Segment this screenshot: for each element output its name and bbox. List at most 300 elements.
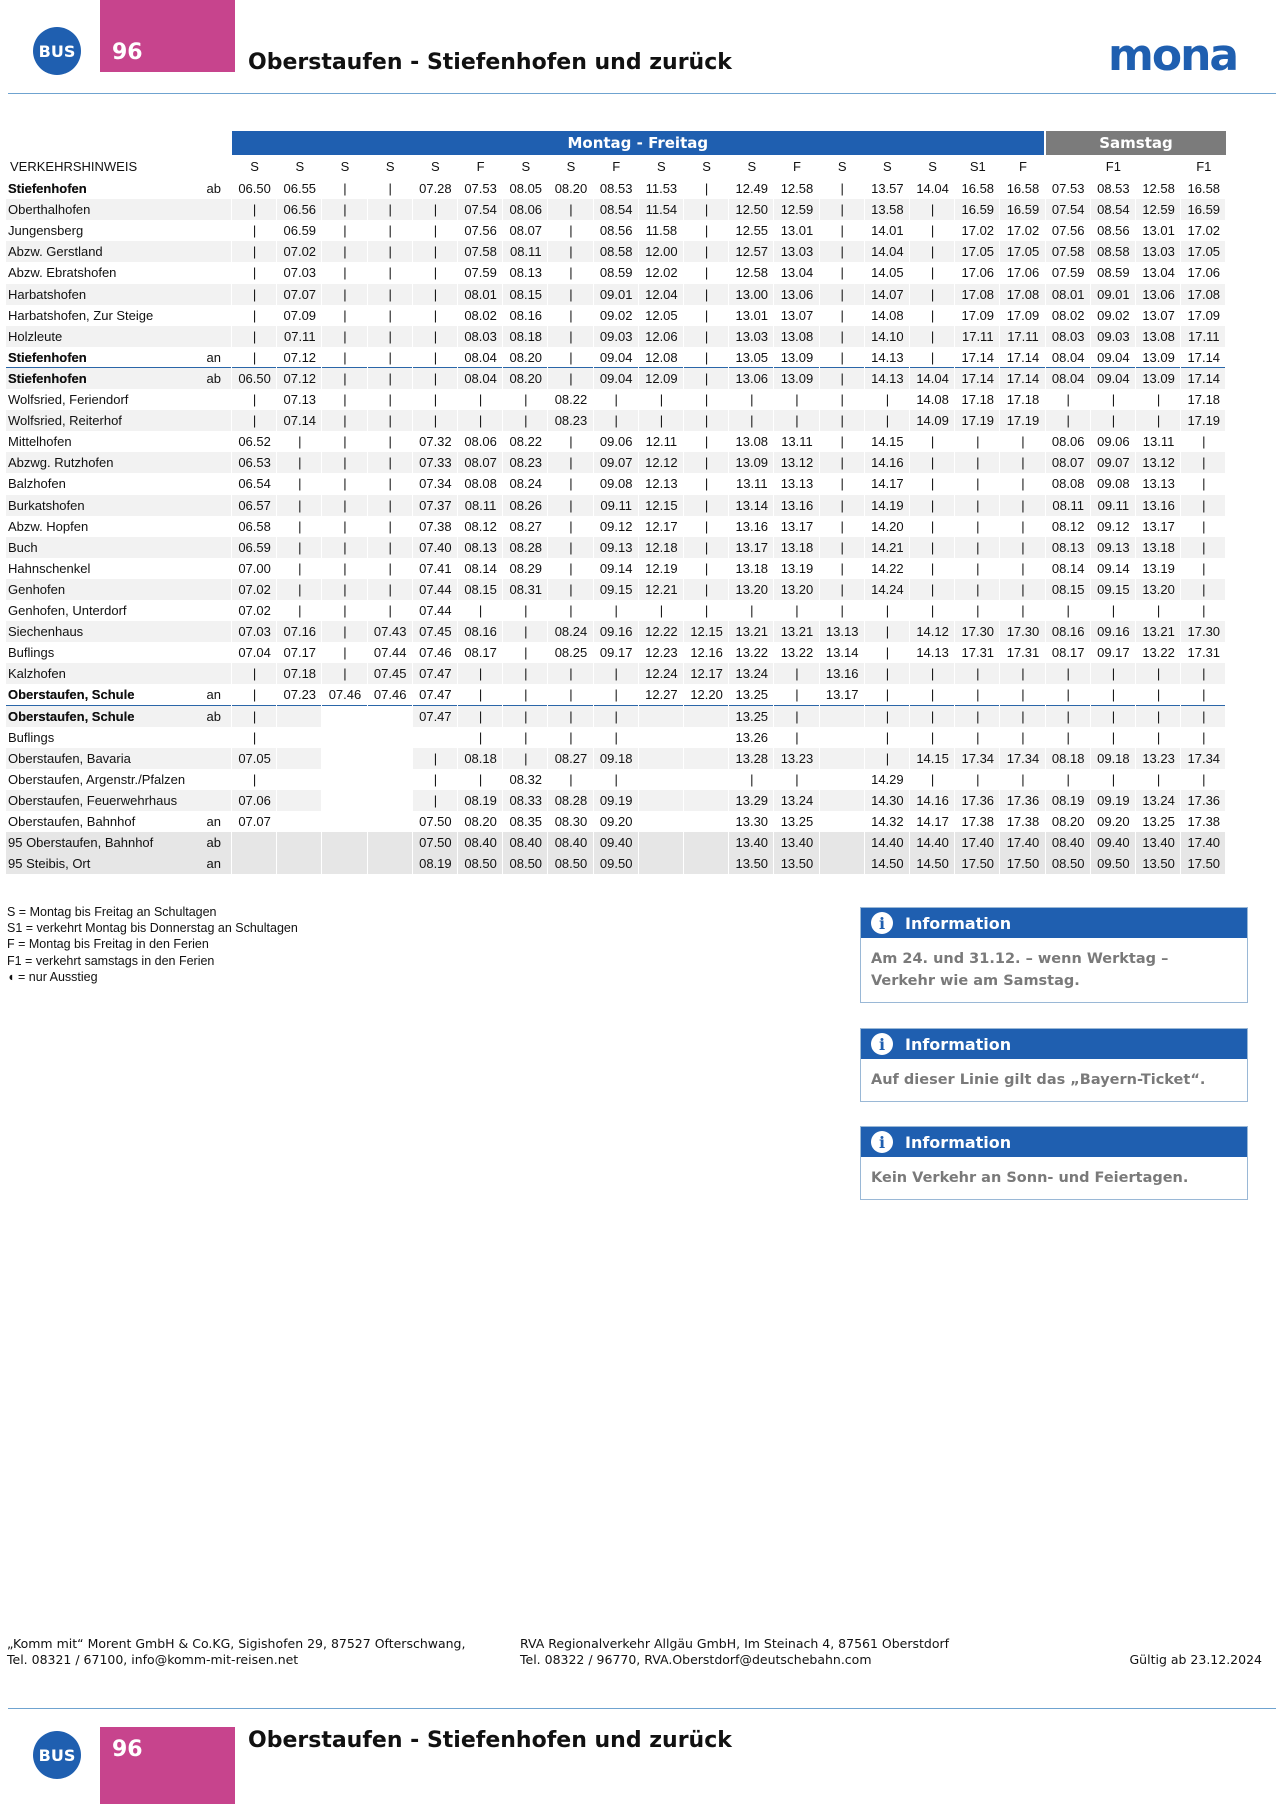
departure-time: 14.04 xyxy=(871,244,904,260)
departure-time: 13.18 xyxy=(1142,539,1175,555)
departure-time: 13.05 xyxy=(735,349,769,365)
stop-name: Abzw. Gerstland xyxy=(8,244,103,260)
pass-through-marker: | xyxy=(569,560,573,576)
departure-time: 07.07 xyxy=(283,286,317,302)
departure-time: 13.21 xyxy=(1142,624,1175,640)
departure-time: 13.57 xyxy=(871,181,904,196)
departure-time: 13.13 xyxy=(780,476,814,492)
departure-time: 08.56 xyxy=(599,223,633,239)
legend xyxy=(7,904,298,985)
pass-through-marker: | xyxy=(614,771,618,787)
departure-time: 08.05 xyxy=(509,181,543,196)
column-separator xyxy=(547,178,548,874)
pass-through-marker: | xyxy=(1111,392,1116,407)
pass-through-marker: | xyxy=(388,603,392,618)
pass-through-marker: | xyxy=(1111,687,1116,703)
info-text: Am 24. und 31.12. – wenn Werktag – Verkehr wie am Samstag. xyxy=(871,951,1169,989)
departure-time: 13.12 xyxy=(780,455,814,471)
service-hint: S xyxy=(295,159,305,174)
departure-time: 14.32 xyxy=(871,814,904,829)
service-hint: S xyxy=(928,159,937,174)
pass-through-marker: | xyxy=(343,581,347,597)
departure-time xyxy=(684,706,729,727)
pass-through-marker: | xyxy=(1202,666,1206,682)
pass-through-marker: | xyxy=(343,413,347,429)
stop-name: Abzw. Hopfen xyxy=(8,518,89,534)
departure-time: 09.16 xyxy=(599,624,633,640)
departure-time xyxy=(639,832,684,853)
pass-through-marker: | xyxy=(569,539,573,555)
pass-through-marker: | xyxy=(840,370,844,386)
departure-time: 08.16 xyxy=(509,307,543,323)
departure-time: 09.01 xyxy=(599,286,633,302)
pass-through-marker: | xyxy=(478,687,483,703)
departure-time: 09.04 xyxy=(1097,349,1130,365)
footer-address: RVA Regionalverkehr Allgäu GmbH, Im Steinach 4, 87561 Oberstdorf xyxy=(520,1636,950,1651)
pass-through-marker: | xyxy=(930,307,935,323)
pass-through-marker: | xyxy=(298,560,302,576)
pass-through-marker: | xyxy=(569,729,573,745)
departure-time xyxy=(684,748,729,769)
stop-name: Oberstaufen, Argenstr./Pfalzen xyxy=(8,771,186,787)
info-box-sunday xyxy=(860,1126,1248,1200)
service-hint: S1 xyxy=(969,159,986,174)
pass-through-marker: | xyxy=(343,223,347,239)
departure-time: 09.04 xyxy=(599,370,633,386)
departure-time: 06.58 xyxy=(238,518,271,534)
pass-through-marker: | xyxy=(1202,581,1206,597)
departure-time: 07.46 xyxy=(328,687,362,703)
pass-through-marker: | xyxy=(704,497,709,513)
pass-through-marker: | xyxy=(1156,603,1161,618)
pass-through-marker: | xyxy=(433,370,438,386)
departure-time: 12.00 xyxy=(645,244,678,260)
column-separator xyxy=(819,178,820,874)
departure-time: 08.53 xyxy=(599,181,633,196)
departure-time: 07.32 xyxy=(419,434,452,450)
departure-time xyxy=(368,748,413,769)
departure-time: 17.05 xyxy=(961,244,995,260)
brand-wordmark: mona xyxy=(1108,36,1238,76)
legend-item: S1 = verkehrt Montag bis Donnerstag an Schultagen xyxy=(7,921,298,936)
departure-time: 17.31 xyxy=(1006,645,1040,661)
pass-through-marker: | xyxy=(704,560,709,576)
departure-time: 08.04 xyxy=(1051,349,1085,365)
departure-time: 17.31 xyxy=(961,645,995,661)
service-hint: S xyxy=(340,159,350,174)
departure-time: 07.16 xyxy=(283,624,317,640)
pass-through-marker: | xyxy=(930,497,935,513)
departure-time: 08.01 xyxy=(464,286,497,302)
pass-through-marker: | xyxy=(1202,518,1206,534)
pass-through-marker: | xyxy=(885,687,890,703)
departure-time: 14.21 xyxy=(871,539,904,555)
departure-time: 08.04 xyxy=(464,349,497,365)
pass-through-marker: | xyxy=(614,708,618,724)
pass-through-marker: | xyxy=(1156,392,1161,407)
departure-time xyxy=(820,727,865,748)
service-hint: F xyxy=(1019,159,1027,174)
departure-time: 17.14 xyxy=(961,370,995,386)
departure-time xyxy=(322,832,367,853)
service-hint: S xyxy=(385,159,395,174)
departure-time: 08.20 xyxy=(1051,814,1085,829)
departure-time: 07.05 xyxy=(238,750,271,766)
pass-through-marker: | xyxy=(433,307,438,323)
departure-time: 17.30 xyxy=(1187,624,1221,640)
pass-through-marker: | xyxy=(704,603,709,618)
pass-through-marker: | xyxy=(388,518,392,534)
departure-time: 13.11 xyxy=(735,476,768,492)
pass-through-marker: | xyxy=(930,687,935,703)
pass-through-marker: | xyxy=(1111,413,1116,429)
departure-time: 13.08 xyxy=(780,328,814,344)
departure-time xyxy=(368,727,413,748)
pass-through-marker: | xyxy=(433,223,438,239)
info-title: Information xyxy=(905,1034,1012,1054)
line-number-box: 96 xyxy=(100,0,235,72)
pass-through-marker: | xyxy=(252,771,257,787)
pass-through-marker: | xyxy=(1202,455,1206,471)
departure-time: 16.58 xyxy=(1006,181,1040,196)
departure-time: 12.04 xyxy=(645,286,678,302)
departure-time: 17.30 xyxy=(961,624,995,640)
departure-time: 14.24 xyxy=(871,581,904,597)
departure-time: 09.13 xyxy=(599,539,633,555)
stop-name: Harbatshofen xyxy=(8,286,87,302)
departure-time: 14.40 xyxy=(871,835,904,851)
departure-time: 13.14 xyxy=(825,645,859,661)
departure-time: 17.14 xyxy=(1187,349,1221,365)
departure-time: 13.50 xyxy=(780,856,814,872)
pass-through-marker: | xyxy=(976,581,980,597)
pass-through-marker: | xyxy=(569,497,573,513)
pass-through-marker: | xyxy=(1066,392,1070,407)
departure-time: 08.23 xyxy=(554,413,588,429)
departure-time: 08.32 xyxy=(509,771,543,787)
departure-time: 06.54 xyxy=(238,476,271,492)
pass-through-marker: | xyxy=(1111,603,1116,618)
departure-time: 13.09 xyxy=(780,349,814,365)
departure-time: 07.59 xyxy=(1051,265,1085,281)
departure-time: 06.53 xyxy=(238,455,271,471)
departure-time: 08.31 xyxy=(509,581,543,597)
pass-through-marker: | xyxy=(795,729,799,745)
pass-through-marker: | xyxy=(1066,729,1070,745)
pass-through-marker: | xyxy=(433,771,438,787)
departure-time: 08.19 xyxy=(419,856,452,872)
pass-through-marker: | xyxy=(976,518,980,534)
pass-through-marker: | xyxy=(885,645,890,661)
pass-through-marker: | xyxy=(1156,687,1161,703)
pass-through-marker: | xyxy=(840,392,844,407)
pass-through-marker: | xyxy=(298,603,302,618)
pass-through-marker: | xyxy=(388,307,392,323)
column-separator xyxy=(321,178,322,874)
stop-name: Oberstaufen, Feuerwehrhaus xyxy=(8,792,178,808)
departure-time: 08.08 xyxy=(1051,476,1085,492)
departure-time: 08.28 xyxy=(509,539,543,555)
departure-time xyxy=(413,727,458,748)
pass-through-marker: | xyxy=(840,328,844,344)
departure-time: 07.38 xyxy=(419,518,452,534)
departure-time: 09.19 xyxy=(1097,792,1130,808)
departure-time xyxy=(639,790,684,811)
info-title: Information xyxy=(905,913,1012,933)
departure-time: 08.13 xyxy=(1051,539,1085,555)
departure-time: 07.53 xyxy=(464,181,497,196)
footer-rule xyxy=(8,1708,1276,1709)
departure-time: 08.20 xyxy=(509,349,543,365)
departure-time: 12.21 xyxy=(645,581,678,597)
pass-through-marker: | xyxy=(704,328,709,344)
departure-time: 08.18 xyxy=(1051,750,1085,766)
departure-time: 12.55 xyxy=(735,223,769,239)
pass-through-marker: | xyxy=(298,434,302,450)
pass-through-marker: | xyxy=(388,244,392,260)
pass-through-marker: | xyxy=(569,223,573,239)
pass-through-marker: | xyxy=(840,497,844,513)
service-hint: S xyxy=(431,159,440,174)
departure-time xyxy=(820,811,865,832)
departure-time: 13.09 xyxy=(1142,370,1175,386)
column-separator xyxy=(1225,178,1226,874)
arrival-departure-marker xyxy=(191,452,221,473)
departure-time: 08.17 xyxy=(1051,645,1085,661)
arrival-departure-marker xyxy=(191,579,221,600)
departure-time: 07.47 xyxy=(419,687,452,703)
departure-time: 06.50 xyxy=(238,370,271,386)
departure-time: 08.14 xyxy=(1051,560,1085,576)
departure-time: 09.50 xyxy=(599,856,633,872)
pass-through-marker: | xyxy=(343,244,347,260)
arrival-departure-marker: ab xyxy=(206,181,221,196)
departure-time: 08.40 xyxy=(464,835,497,851)
departure-time: 17.14 xyxy=(961,349,995,365)
pass-through-marker: | xyxy=(478,771,483,787)
departure-time: 08.13 xyxy=(464,539,497,555)
pass-through-marker: | xyxy=(388,392,392,407)
departure-time: 08.17 xyxy=(464,645,497,661)
pass-through-marker: | xyxy=(252,729,257,745)
departure-time: 17.36 xyxy=(1006,792,1040,808)
departure-time: 08.18 xyxy=(509,328,543,344)
departure-time: 13.16 xyxy=(825,666,859,682)
pass-through-marker: | xyxy=(569,771,573,787)
pass-through-marker: | xyxy=(1111,771,1116,787)
pass-through-marker: | xyxy=(388,349,392,365)
pass-through-marker: | xyxy=(1066,666,1070,682)
departure-time: 12.11 xyxy=(645,434,678,450)
departure-time: 08.59 xyxy=(1097,265,1130,281)
departure-time: 08.02 xyxy=(464,307,497,323)
departure-time: 13.23 xyxy=(780,750,814,766)
departure-time: 06.56 xyxy=(283,202,317,218)
service-hint: S xyxy=(566,159,576,174)
departure-time: 08.35 xyxy=(509,814,543,829)
departure-time: 08.50 xyxy=(1051,856,1085,872)
departure-time: 14.22 xyxy=(871,560,904,576)
departure-time: 09.17 xyxy=(1097,645,1130,661)
departure-time: 12.06 xyxy=(645,328,678,344)
departure-time xyxy=(277,706,322,727)
departure-time: 08.08 xyxy=(464,476,497,492)
stop-name: Abzw. Ebratshofen xyxy=(8,265,117,281)
info-icon: i xyxy=(871,912,893,934)
pass-through-marker: | xyxy=(1202,687,1206,703)
departure-time: 08.24 xyxy=(509,476,543,492)
departure-time: 17.14 xyxy=(1187,370,1221,386)
pass-through-marker: | xyxy=(433,792,438,808)
departure-time: 09.20 xyxy=(1097,814,1130,829)
arrival-departure-marker xyxy=(191,600,221,621)
pass-through-marker: | xyxy=(252,244,257,260)
arrival-departure-marker xyxy=(191,241,221,262)
departure-time: 17.06 xyxy=(961,265,995,281)
departure-time: 13.25 xyxy=(735,708,769,724)
departure-time: 08.11 xyxy=(509,244,542,260)
info-header xyxy=(861,1127,1247,1157)
stop-name: Wolfsried, Reiterhof xyxy=(8,413,122,429)
pass-through-marker: | xyxy=(704,307,709,323)
departure-time: 14.09 xyxy=(916,413,949,429)
pass-through-marker: | xyxy=(433,392,438,407)
departure-time: 17.40 xyxy=(961,835,995,851)
pass-through-marker: | xyxy=(840,476,844,492)
pass-through-marker: | xyxy=(750,413,754,429)
departure-time: 08.27 xyxy=(554,750,588,766)
departure-time: 09.20 xyxy=(599,814,633,829)
pass-through-marker: | xyxy=(614,687,618,703)
departure-time: 07.44 xyxy=(419,603,452,618)
pass-through-marker: | xyxy=(524,708,528,724)
pass-through-marker: | xyxy=(433,328,438,344)
pass-through-marker: | xyxy=(343,392,347,407)
pass-through-marker: | xyxy=(478,413,483,429)
stop-name: Hahnschenkel xyxy=(8,560,91,576)
pass-through-marker: | xyxy=(569,286,573,302)
departure-time: 17.36 xyxy=(1187,792,1221,808)
pass-through-marker: | xyxy=(750,603,754,618)
arrival-departure-marker xyxy=(191,431,221,452)
departure-time xyxy=(232,853,277,874)
pass-through-marker: | xyxy=(343,286,347,302)
pass-through-marker: | xyxy=(343,603,347,618)
arrival-departure-marker xyxy=(191,199,221,220)
departure-time: 13.04 xyxy=(1142,265,1175,281)
departure-time: 09.01 xyxy=(1097,286,1130,302)
pass-through-marker: | xyxy=(388,455,392,471)
departure-time: 13.03 xyxy=(780,244,814,260)
pass-through-marker: | xyxy=(569,603,573,618)
departure-time: 08.16 xyxy=(1051,624,1085,640)
pass-through-marker: | xyxy=(1202,560,1206,576)
pass-through-marker: | xyxy=(433,244,438,260)
pass-through-marker: | xyxy=(1021,687,1025,703)
arrival-departure-marker: an xyxy=(206,856,221,872)
departure-time: 07.02 xyxy=(238,581,271,597)
pass-through-marker: | xyxy=(298,581,302,597)
departure-time xyxy=(368,811,413,832)
pass-through-marker: | xyxy=(976,497,980,513)
pass-through-marker: | xyxy=(343,560,347,576)
departure-time xyxy=(368,769,413,790)
departure-time: 17.40 xyxy=(1187,835,1221,851)
pass-through-marker: | xyxy=(840,244,844,260)
departure-time: 06.59 xyxy=(238,539,271,555)
column-separator xyxy=(231,178,232,874)
stop-name: Stiefenhofen xyxy=(8,349,87,365)
departure-time: 11.58 xyxy=(645,223,678,239)
pass-through-marker: | xyxy=(388,223,392,239)
pass-through-marker: | xyxy=(388,370,392,386)
departure-time: 13.12 xyxy=(1142,455,1175,471)
stop-name: Harbatshofen, Zur Steige xyxy=(8,307,154,323)
departure-time: 09.18 xyxy=(1097,750,1130,766)
departure-time: 14.08 xyxy=(871,307,904,323)
departure-time xyxy=(684,832,729,853)
departure-time: 13.23 xyxy=(1142,750,1175,766)
arrival-departure-marker: an xyxy=(206,349,221,365)
pass-through-marker: | xyxy=(478,603,483,618)
pass-through-marker: | xyxy=(388,581,392,597)
departure-time: 17.38 xyxy=(1187,814,1221,829)
info-header xyxy=(861,908,1247,938)
departure-time xyxy=(639,748,684,769)
departure-time: 09.17 xyxy=(599,645,633,661)
legend-item: S = Montag bis Freitag an Schultagen xyxy=(7,905,217,919)
departure-time: 09.40 xyxy=(599,835,633,851)
arrival-departure-marker xyxy=(191,537,221,558)
stop-name: Oberstaufen, Bahnhof xyxy=(8,814,136,829)
service-hint: S xyxy=(521,159,531,174)
departure-time: 16.59 xyxy=(1006,202,1040,218)
stop-name: Buch xyxy=(8,539,38,555)
departure-time: 07.33 xyxy=(419,455,452,471)
pass-through-marker: | xyxy=(795,603,799,618)
departure-time xyxy=(639,727,684,748)
departure-time: 13.14 xyxy=(735,497,769,513)
pass-through-marker: | xyxy=(524,624,528,640)
departure-time: 13.40 xyxy=(780,835,814,851)
departure-time: 13.40 xyxy=(735,835,769,851)
departure-time: 13.21 xyxy=(735,624,769,640)
departure-time: 07.50 xyxy=(419,835,452,851)
column-separator xyxy=(1135,178,1136,874)
departure-time: 13.17 xyxy=(780,518,814,534)
pass-through-marker: | xyxy=(976,729,980,745)
departure-time xyxy=(277,811,322,832)
stop-name: Oberstaufen, Bavaria xyxy=(8,750,131,766)
departure-time: 08.40 xyxy=(509,835,543,851)
departure-time: 14.04 xyxy=(916,181,949,196)
departure-time: 09.14 xyxy=(599,560,633,576)
pass-through-marker: | xyxy=(524,645,528,661)
departure-time: 08.01 xyxy=(1051,286,1085,302)
departure-time: 09.12 xyxy=(599,518,633,534)
pass-through-marker: | xyxy=(569,434,573,450)
departure-time: 14.13 xyxy=(871,349,904,365)
departure-time: 13.03 xyxy=(1142,244,1175,260)
departure-time: 13.00 xyxy=(735,286,769,302)
header-rule xyxy=(8,93,1276,94)
departure-time: 13.25 xyxy=(780,814,814,829)
pass-through-marker: | xyxy=(433,265,438,281)
departure-time: 08.28 xyxy=(554,792,588,808)
departure-time: 08.33 xyxy=(509,792,543,808)
column-separator xyxy=(909,178,910,874)
departure-time: 13.20 xyxy=(735,581,769,597)
